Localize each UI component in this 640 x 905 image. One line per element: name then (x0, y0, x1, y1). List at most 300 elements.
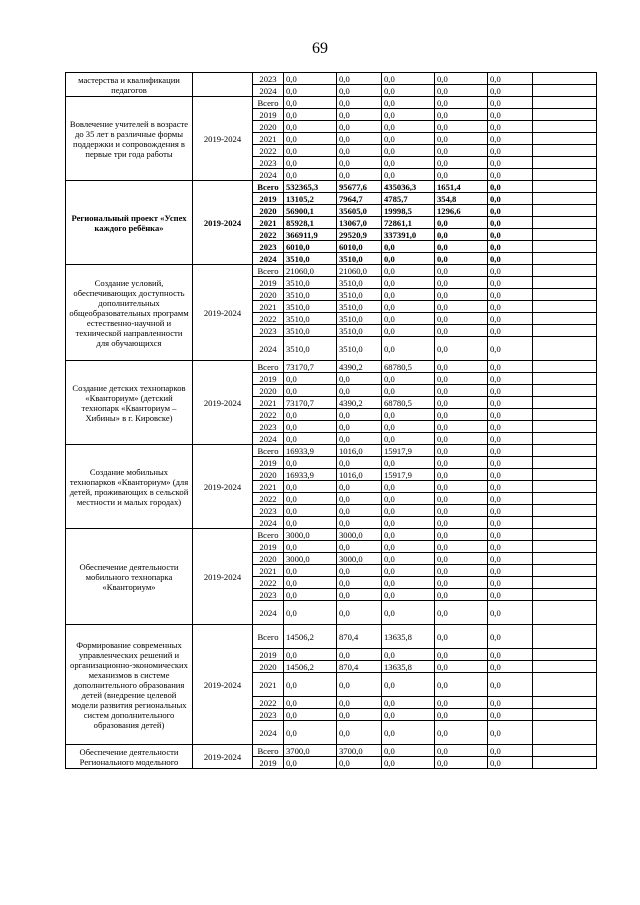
empty-cell (533, 697, 597, 709)
page-number: 69 (312, 40, 328, 57)
year-cell: 2023 (253, 505, 284, 517)
amount-cell: 14506,2 (284, 625, 337, 649)
amount-cell: 0,0 (488, 217, 533, 229)
amount-cell: 0,0 (488, 229, 533, 241)
amount-cell: 3000,0 (284, 529, 337, 541)
amount-cell: 0,0 (382, 709, 435, 721)
empty-cell (533, 85, 597, 97)
amount-cell: 0,0 (435, 469, 488, 481)
amount-cell: 0,0 (488, 697, 533, 709)
amount-cell: 0,0 (488, 289, 533, 301)
year-cell: 2022 (253, 493, 284, 505)
amount-cell: 0,0 (488, 121, 533, 133)
amount-cell: 21060,0 (284, 265, 337, 277)
amount-cell: 0,0 (284, 757, 337, 769)
year-cell: 2024 (253, 169, 284, 181)
amount-cell: 0,0 (435, 313, 488, 325)
amount-cell: 0,0 (488, 565, 533, 577)
amount-cell: 0,0 (382, 85, 435, 97)
amount-cell: 0,0 (382, 517, 435, 529)
amount-cell: 0,0 (488, 205, 533, 217)
amount-cell: 0,0 (435, 625, 488, 649)
activity-name: Создание детских технопарков «Кванториум» (детский технопарк «Кванториум – Хибины» в г. Кировске) (66, 361, 193, 445)
activity-name: Вовлечение учителей в возрасте до 35 лет в различные формы поддержки и сопровождения в первые три года работы (66, 97, 193, 181)
amount-cell: 3510,0 (337, 253, 382, 265)
amount-cell: 0,0 (488, 373, 533, 385)
amount-cell: 0,0 (488, 133, 533, 145)
amount-cell: 0,0 (284, 73, 337, 85)
amount-cell: 1016,0 (337, 469, 382, 481)
amount-cell: 0,0 (435, 745, 488, 757)
empty-cell (533, 397, 597, 409)
amount-cell: 0,0 (382, 673, 435, 697)
empty-cell (533, 121, 597, 133)
amount-cell: 0,0 (382, 241, 435, 253)
empty-cell (533, 445, 597, 457)
amount-cell: 3510,0 (337, 301, 382, 313)
period-cell: 2019-2024 (193, 361, 253, 445)
amount-cell: 0,0 (284, 169, 337, 181)
amount-cell: 0,0 (435, 457, 488, 469)
amount-cell: 0,0 (284, 601, 337, 625)
amount-cell: 16933,9 (284, 469, 337, 481)
empty-cell (533, 301, 597, 313)
amount-cell: 0,0 (488, 85, 533, 97)
amount-cell: 1016,0 (337, 445, 382, 457)
amount-cell: 0,0 (284, 589, 337, 601)
amount-cell: 0,0 (284, 649, 337, 661)
empty-cell (533, 709, 597, 721)
amount-cell: 0,0 (435, 721, 488, 745)
amount-cell: 19998,5 (382, 205, 435, 217)
amount-cell: 7964,7 (337, 193, 382, 205)
amount-cell: 0,0 (435, 577, 488, 589)
table-row (66, 445, 597, 457)
year-cell: 2024 (253, 721, 284, 745)
amount-cell: 0,0 (488, 721, 533, 745)
year-cell: 2022 (253, 697, 284, 709)
year-cell: 2019 (253, 373, 284, 385)
year-cell: Всего (253, 361, 284, 373)
amount-cell: 21060,0 (337, 265, 382, 277)
amount-cell: 0,0 (488, 625, 533, 649)
empty-cell (533, 313, 597, 325)
amount-cell: 0,0 (382, 697, 435, 709)
empty-cell (533, 565, 597, 577)
empty-cell (533, 625, 597, 649)
amount-cell: 0,0 (435, 361, 488, 373)
empty-cell (533, 73, 597, 85)
empty-cell (533, 493, 597, 505)
amount-cell: 0,0 (382, 277, 435, 289)
amount-cell: 95677,6 (337, 181, 382, 193)
amount-cell: 0,0 (382, 313, 435, 325)
empty-cell (533, 157, 597, 169)
amount-cell: 13635,8 (382, 625, 435, 649)
year-cell: 2024 (253, 337, 284, 361)
amount-cell: 0,0 (488, 181, 533, 193)
period-cell (193, 73, 253, 97)
year-cell: 2022 (253, 577, 284, 589)
amount-cell: 29520,9 (337, 229, 382, 241)
amount-cell: 3510,0 (284, 337, 337, 361)
activity-name: Обеспечение деятельности Регионального модельного (66, 745, 193, 769)
amount-cell: 0,0 (284, 145, 337, 157)
empty-cell (533, 97, 597, 109)
amount-cell: 0,0 (488, 397, 533, 409)
amount-cell: 4390,2 (337, 397, 382, 409)
amount-cell: 0,0 (435, 601, 488, 625)
table-row (66, 265, 597, 277)
amount-cell: 1296,6 (435, 205, 488, 217)
period-cell: 2019-2024 (193, 181, 253, 265)
year-cell: 2021 (253, 133, 284, 145)
amount-cell: 0,0 (284, 493, 337, 505)
year-cell: 2020 (253, 289, 284, 301)
amount-cell: 0,0 (284, 697, 337, 709)
empty-cell (533, 109, 597, 121)
empty-cell (533, 757, 597, 769)
amount-cell: 0,0 (284, 709, 337, 721)
amount-cell: 0,0 (382, 757, 435, 769)
amount-cell: 0,0 (435, 241, 488, 253)
amount-cell: 0,0 (488, 601, 533, 625)
amount-cell: 0,0 (435, 289, 488, 301)
year-cell: 2021 (253, 673, 284, 697)
amount-cell: 0,0 (435, 121, 488, 133)
amount-cell: 0,0 (488, 73, 533, 85)
amount-cell: 0,0 (488, 541, 533, 553)
empty-cell (533, 241, 597, 253)
amount-cell: 0,0 (488, 169, 533, 181)
amount-cell: 0,0 (435, 661, 488, 673)
amount-cell: 0,0 (488, 145, 533, 157)
amount-cell: 0,0 (382, 121, 435, 133)
amount-cell: 3510,0 (337, 313, 382, 325)
amount-cell: 0,0 (382, 553, 435, 565)
amount-cell: 0,0 (337, 385, 382, 397)
amount-cell: 0,0 (488, 157, 533, 169)
amount-cell: 0,0 (435, 553, 488, 565)
amount-cell: 0,0 (435, 673, 488, 697)
year-cell: 2023 (253, 73, 284, 85)
amount-cell: 0,0 (488, 193, 533, 205)
amount-cell: 0,0 (488, 277, 533, 289)
amount-cell: 0,0 (284, 409, 337, 421)
empty-cell (533, 421, 597, 433)
empty-cell (533, 181, 597, 193)
amount-cell: 0,0 (435, 409, 488, 421)
amount-cell: 0,0 (337, 577, 382, 589)
amount-cell: 0,0 (382, 73, 435, 85)
amount-cell: 0,0 (382, 433, 435, 445)
amount-cell: 0,0 (488, 481, 533, 493)
activity-name: Создание мобильных технопарков «Кванториум» (для детей, проживающих в сельской местности и малых городах) (66, 445, 193, 529)
empty-cell (533, 721, 597, 745)
year-cell: Всего (253, 97, 284, 109)
empty-cell (533, 385, 597, 397)
amount-cell: 72861,1 (382, 217, 435, 229)
amount-cell: 0,0 (435, 337, 488, 361)
year-cell: 2024 (253, 433, 284, 445)
amount-cell: 0,0 (337, 757, 382, 769)
amount-cell: 0,0 (337, 517, 382, 529)
year-cell: 2023 (253, 709, 284, 721)
amount-cell: 0,0 (337, 421, 382, 433)
amount-cell: 3700,0 (284, 745, 337, 757)
empty-cell (533, 433, 597, 445)
empty-cell (533, 541, 597, 553)
amount-cell: 0,0 (284, 481, 337, 493)
amount-cell: 0,0 (284, 433, 337, 445)
amount-cell: 73170,7 (284, 397, 337, 409)
year-cell: 2022 (253, 313, 284, 325)
year-cell: 2023 (253, 241, 284, 253)
amount-cell: 0,0 (337, 85, 382, 97)
year-cell: 2019 (253, 457, 284, 469)
amount-cell: 0,0 (382, 253, 435, 265)
empty-cell (533, 529, 597, 541)
amount-cell: 68780,5 (382, 361, 435, 373)
empty-cell (533, 517, 597, 529)
amount-cell: 0,0 (488, 673, 533, 697)
year-cell: 2021 (253, 217, 284, 229)
amount-cell: 3510,0 (337, 325, 382, 337)
amount-cell: 870,4 (337, 625, 382, 649)
year-cell: 2020 (253, 469, 284, 481)
year-cell: 2019 (253, 277, 284, 289)
amount-cell: 0,0 (382, 169, 435, 181)
amount-cell: 0,0 (435, 277, 488, 289)
amount-cell: 56900,1 (284, 205, 337, 217)
amount-cell: 0,0 (382, 541, 435, 553)
amount-cell: 0,0 (488, 589, 533, 601)
amount-cell: 3510,0 (284, 301, 337, 313)
amount-cell: 0,0 (284, 457, 337, 469)
empty-cell (533, 553, 597, 565)
empty-cell (533, 361, 597, 373)
amount-cell: 0,0 (337, 649, 382, 661)
amount-cell: 0,0 (435, 253, 488, 265)
year-cell: 2019 (253, 541, 284, 553)
table-row (66, 529, 597, 541)
amount-cell: 4390,2 (337, 361, 382, 373)
amount-cell: 0,0 (435, 481, 488, 493)
amount-cell: 0,0 (488, 313, 533, 325)
year-cell: 2020 (253, 385, 284, 397)
empty-cell (533, 649, 597, 661)
amount-cell: 0,0 (382, 337, 435, 361)
table-row (66, 625, 597, 649)
empty-cell (533, 133, 597, 145)
amount-cell: 0,0 (284, 373, 337, 385)
amount-cell: 3510,0 (284, 277, 337, 289)
amount-cell: 0,0 (382, 589, 435, 601)
amount-cell: 0,0 (382, 133, 435, 145)
year-cell: 2024 (253, 601, 284, 625)
amount-cell: 0,0 (488, 253, 533, 265)
amount-cell: 0,0 (337, 133, 382, 145)
amount-cell: 0,0 (382, 145, 435, 157)
amount-cell: 0,0 (382, 565, 435, 577)
activity-name: Обеспечение деятельности мобильного технопарка «Кванториум» (66, 529, 193, 625)
year-cell: 2024 (253, 517, 284, 529)
amount-cell: 0,0 (435, 421, 488, 433)
amount-cell: 0,0 (488, 577, 533, 589)
amount-cell: 0,0 (337, 73, 382, 85)
amount-cell: 3510,0 (337, 277, 382, 289)
year-cell: 2022 (253, 229, 284, 241)
amount-cell: 0,0 (382, 505, 435, 517)
amount-cell: 0,0 (337, 409, 382, 421)
amount-cell: 3700,0 (337, 745, 382, 757)
empty-cell (533, 217, 597, 229)
amount-cell: 0,0 (488, 553, 533, 565)
empty-cell (533, 661, 597, 673)
amount-cell: 0,0 (435, 649, 488, 661)
activity-name: Формирование современных управленческих решений и организационно-экономических механизмов в системе дополнительного образования детей (внедрение целевой модели развития региональных систем дополнительного образования детей) (66, 625, 193, 745)
empty-cell (533, 277, 597, 289)
amount-cell: 0,0 (435, 133, 488, 145)
amount-cell: 0,0 (435, 529, 488, 541)
amount-cell: 870,4 (337, 661, 382, 673)
empty-cell (533, 745, 597, 757)
amount-cell: 0,0 (382, 577, 435, 589)
empty-cell (533, 169, 597, 181)
amount-cell: 0,0 (284, 541, 337, 553)
year-cell: 2024 (253, 85, 284, 97)
amount-cell: 0,0 (435, 445, 488, 457)
amount-cell: 0,0 (488, 301, 533, 313)
activity-name: мастерства и квалификации педагогов (66, 73, 193, 97)
amount-cell: 0,0 (435, 373, 488, 385)
period-cell: 2019-2024 (193, 625, 253, 745)
amount-cell: 0,0 (488, 337, 533, 361)
amount-cell: 0,0 (488, 421, 533, 433)
amount-cell: 0,0 (488, 361, 533, 373)
amount-cell: 0,0 (337, 589, 382, 601)
year-cell: 2019 (253, 109, 284, 121)
year-cell: Всего (253, 445, 284, 457)
amount-cell: 0,0 (488, 445, 533, 457)
empty-cell (533, 481, 597, 493)
table-row (66, 361, 597, 373)
empty-cell (533, 145, 597, 157)
amount-cell: 0,0 (337, 673, 382, 697)
amount-cell: 0,0 (435, 565, 488, 577)
amount-cell: 0,0 (488, 745, 533, 757)
amount-cell: 3510,0 (284, 325, 337, 337)
amount-cell: 0,0 (382, 493, 435, 505)
year-cell: 2021 (253, 397, 284, 409)
amount-cell: 85928,1 (284, 217, 337, 229)
amount-cell: 15917,9 (382, 469, 435, 481)
year-cell: 2020 (253, 553, 284, 565)
amount-cell: 0,0 (435, 145, 488, 157)
year-cell: Всего (253, 529, 284, 541)
amount-cell: 0,0 (488, 385, 533, 397)
amount-cell: 0,0 (435, 73, 488, 85)
amount-cell: 0,0 (337, 709, 382, 721)
amount-cell: 6010,0 (284, 241, 337, 253)
amount-cell: 0,0 (382, 157, 435, 169)
year-cell: 2021 (253, 565, 284, 577)
amount-cell: 14506,2 (284, 661, 337, 673)
amount-cell: 1651,4 (435, 181, 488, 193)
year-cell: 2022 (253, 409, 284, 421)
amount-cell: 0,0 (435, 697, 488, 709)
amount-cell: 0,0 (382, 385, 435, 397)
empty-cell (533, 205, 597, 217)
amount-cell: 0,0 (337, 97, 382, 109)
amount-cell: 3510,0 (284, 313, 337, 325)
period-cell: 2019-2024 (193, 745, 253, 769)
amount-cell: 4785,7 (382, 193, 435, 205)
empty-cell (533, 373, 597, 385)
amount-cell: 0,0 (284, 133, 337, 145)
amount-cell: 3510,0 (284, 289, 337, 301)
amount-cell: 0,0 (435, 301, 488, 313)
amount-cell: 0,0 (488, 493, 533, 505)
empty-cell (533, 409, 597, 421)
amount-cell: 0,0 (284, 577, 337, 589)
amount-cell: 0,0 (488, 649, 533, 661)
amount-cell: 0,0 (488, 469, 533, 481)
amount-cell: 0,0 (488, 97, 533, 109)
amount-cell: 0,0 (337, 145, 382, 157)
period-cell: 2019-2024 (193, 265, 253, 361)
amount-cell: 0,0 (382, 325, 435, 337)
table-row (66, 73, 597, 85)
amount-cell: 0,0 (284, 673, 337, 697)
year-cell: Всего (253, 181, 284, 193)
empty-cell (533, 253, 597, 265)
amount-cell: 0,0 (337, 721, 382, 745)
amount-cell: 0,0 (382, 265, 435, 277)
amount-cell: 0,0 (435, 589, 488, 601)
amount-cell: 0,0 (337, 157, 382, 169)
year-cell: 2021 (253, 301, 284, 313)
amount-cell: 0,0 (435, 385, 488, 397)
amount-cell: 0,0 (488, 757, 533, 769)
amount-cell: 16933,9 (284, 445, 337, 457)
year-cell: 2020 (253, 661, 284, 673)
amount-cell: 435036,3 (382, 181, 435, 193)
amount-cell: 0,0 (337, 109, 382, 121)
amount-cell: 0,0 (382, 721, 435, 745)
amount-cell: 3000,0 (337, 553, 382, 565)
year-cell: Всего (253, 745, 284, 757)
amount-cell: 35605,0 (337, 205, 382, 217)
amount-cell: 3510,0 (337, 337, 382, 361)
amount-cell: 73170,7 (284, 361, 337, 373)
amount-cell: 15917,9 (382, 445, 435, 457)
amount-cell: 0,0 (337, 565, 382, 577)
amount-cell: 6010,0 (337, 241, 382, 253)
amount-cell: 0,0 (337, 373, 382, 385)
year-cell: 2023 (253, 325, 284, 337)
amount-cell: 0,0 (488, 517, 533, 529)
empty-cell (533, 469, 597, 481)
amount-cell: 0,0 (435, 709, 488, 721)
amount-cell: 0,0 (435, 541, 488, 553)
amount-cell: 0,0 (284, 157, 337, 169)
year-cell: 2020 (253, 121, 284, 133)
amount-cell: 3000,0 (284, 553, 337, 565)
year-cell: 2021 (253, 481, 284, 493)
activity-name: Создание условий, обеспечивающих доступность дополнительных общеобразовательных программ естественно-научной и технической направленности для обучающихся (66, 265, 193, 361)
amount-cell: 0,0 (382, 97, 435, 109)
